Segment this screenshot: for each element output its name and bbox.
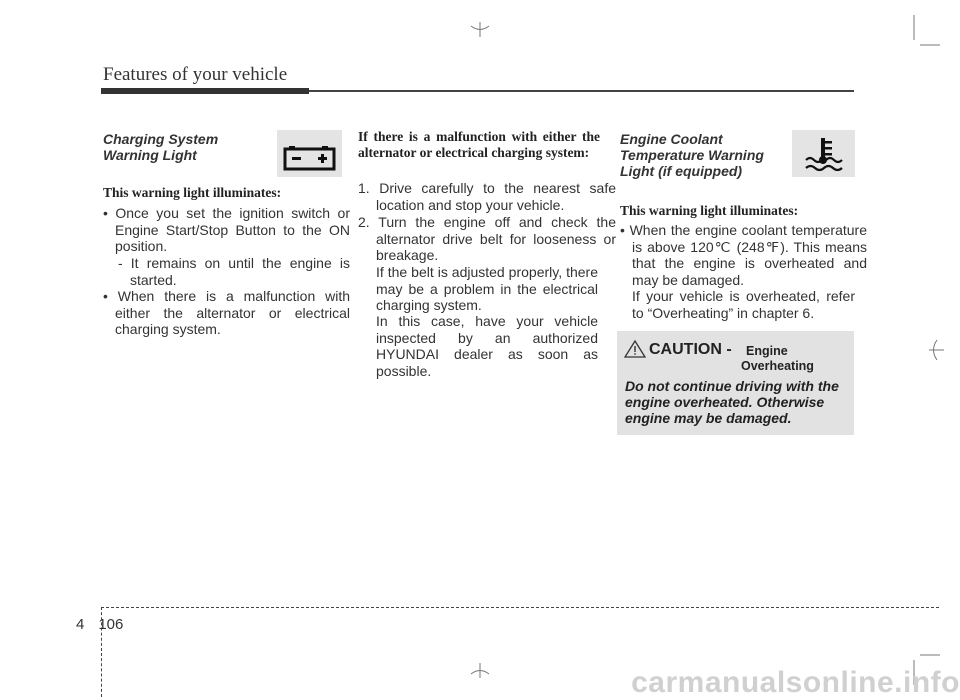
- col3-intro: This warning light illuminates:: [620, 203, 799, 218]
- col2-paragraph-2: In this case, have your vehicle inspected by an authorized HYUNDAI dealer as soon as possible.: [376, 313, 598, 379]
- header-rule-thick: [101, 88, 309, 94]
- caution-subject-line-2: Overheating: [741, 359, 814, 373]
- caution-box: [617, 331, 854, 435]
- col3-paragraph-1: If your vehicle is overheated, refer to “Overheating” in chapter 6.: [632, 288, 855, 321]
- battery-icon-box: [277, 130, 342, 177]
- heading-line: Charging System: [103, 131, 219, 147]
- col2-paragraph-1: If the belt is adjusted properly, there may be a problem in the electrical charging system.: [376, 264, 598, 313]
- coolant-warning-heading: [620, 131, 790, 179]
- coolant-temperature-icon: [792, 130, 855, 177]
- page-number: [76, 616, 131, 633]
- heading-line: Temperature Warning: [620, 147, 764, 163]
- watermark: carmanualsonline.info: [631, 666, 960, 699]
- col1-sub-item: - It remains on until the engine is started.: [118, 255, 350, 288]
- page-header-title: Features of your vehicle: [103, 64, 288, 85]
- col2-intro: If there is a malfunction with either the alternator or electrical charging system:: [358, 129, 600, 160]
- chapter-number: 4: [76, 616, 85, 633]
- col1-bullet-1: • Once you set the ignition switch or Engine Start/Stop Button to the ON position.: [103, 205, 350, 254]
- col1-bullet-2: • When there is a malfunction with either the alternator or electrical charging system.: [103, 288, 350, 337]
- heading-line: Warning Light: [103, 147, 197, 163]
- charging-system-heading: [103, 131, 273, 163]
- footer-rule: [101, 607, 939, 608]
- header-rule-thin: [309, 90, 854, 92]
- top-right-mark: [914, 15, 940, 45]
- bottom-center-mark: [471, 663, 489, 678]
- col2-step-2: 2. Turn the engine off and check the alternator drive belt for looseness or breakage.: [358, 214, 616, 263]
- heading-line: Engine Coolant: [620, 131, 723, 147]
- battery-icon: [277, 130, 342, 177]
- col2-step-1: 1. Drive carefully to the nearest safe location and stop your vehicle.: [358, 180, 616, 213]
- heading-line: Light (if equipped): [620, 163, 743, 179]
- top-center-mark: [471, 22, 489, 37]
- page-number-value: 106: [98, 616, 124, 633]
- right-middle-mark: [929, 340, 944, 360]
- caution-subject-line-1: Engine: [746, 344, 788, 358]
- coolant-icon-box: [792, 130, 855, 177]
- col3-bullet-1: • When the engine coolant temperature is above 120℃ (248℉). This means that the engine is overheated and may be damaged.: [620, 222, 867, 288]
- caution-label: CAUTION -: [649, 341, 732, 358]
- warning-triangle-icon: [624, 340, 646, 358]
- col1-intro: This warning light illuminates:: [103, 185, 282, 200]
- caution-body: Do not continue driving with the engine overheated. Otherwise engine may be damaged.: [625, 378, 839, 426]
